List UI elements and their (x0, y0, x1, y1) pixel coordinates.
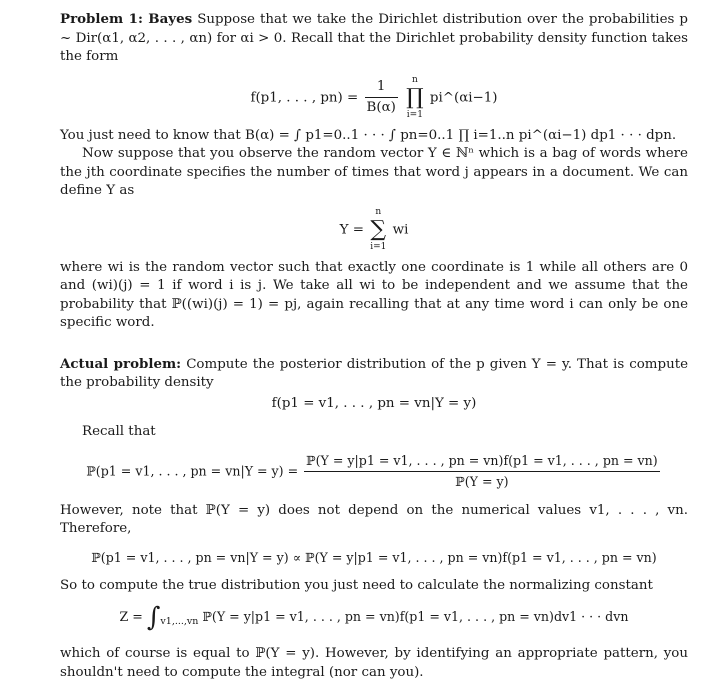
final-paragraph: which of course is equal to ℙ(Y = y). However, by identifying an appropriate pattern, you shouldn't need to compute the integral (nor can you). (60, 646, 688, 680)
y-sum-equation (60, 207, 688, 253)
sum-symbol: ∑ (370, 216, 387, 242)
z-integrand: ℙ(Y = y|p1 = v1, . . . , pn = vn)f(p1 = v1, . . . , pn = vn)dv1 · · · dvn (202, 608, 629, 624)
pdf-lhs: f(p1, . . . , pn) = (250, 90, 359, 105)
pdf-fraction (365, 78, 398, 118)
product-upper-limit: n (411, 74, 418, 85)
bayes-equation (60, 452, 688, 492)
so-text: So to compute the true distribution you just need to calculate the normalizing constant (60, 578, 653, 593)
sum-upper-limit: n (375, 206, 382, 217)
z-lhs: Z = (119, 608, 143, 624)
actual-problem-paragraph (60, 355, 688, 393)
pdf-numerator: 1 (365, 78, 398, 99)
dirichlet-pdf-equation (60, 75, 688, 121)
problem-heading: Problem 1: Bayes (60, 11, 193, 27)
posterior-density-equation: f(p1 = v1, . . . , pn = vn|Y = y) (271, 395, 477, 411)
sum-operator (370, 207, 386, 253)
actual-problem-text: Compute the posterior distribution of the p given Y = y. That is compute the probability density (60, 356, 688, 390)
bayes-denominator: ℙ(Y = y) (455, 474, 509, 489)
bag-of-words-paragraph: Now suppose that you observe the random vector Y ∈ ℕⁿ which is a bag of words where the jth coordinate specifies the number of times that word j appears in a document. We can define Y as (60, 146, 688, 198)
y-lhs: Y = (339, 222, 364, 237)
product-operator (406, 75, 424, 121)
problem-intro (60, 10, 688, 67)
bayes-numerator: ℙ(Y = y|p1 = v1, . . . , pn = vn)f(p1 = v1, . . . , pn = vn) (304, 452, 660, 473)
random-vector-paragraph: where wi is the random vector such that exactly one coordinate is 1 while all others are 0 and (wi)(j) = 1 if word i is j. We take all wi to be independent and we assume that the probability that ℙ((wi)(j) = 1) = pj, again recalling that at any time word i can only be one specific word. (60, 259, 688, 330)
document (60, 8, 688, 682)
pdf-term: pi^(αi−1) (429, 90, 498, 105)
bayes-fraction (304, 452, 660, 492)
integral-symbol: ∫ (146, 601, 161, 632)
normalizing-constant-equation (60, 601, 688, 632)
recall-text: Recall that (82, 424, 156, 439)
integral-limits: v1,...,vn (160, 615, 199, 627)
however-text: However, note that ℙ(Y = y) does not depend on the numerical values v1, . . . , vn. Therefore, (60, 502, 688, 536)
actual-problem-heading: Actual problem: (60, 355, 182, 372)
proportional-equation: ℙ(p1 = v1, . . . , pn = vn|Y = y) ∝ ℙ(Y = y|p1 = v1, . . . , pn = vn)f(p1 = v1, . . . , pn = vn) (91, 549, 657, 565)
bayes-lhs: ℙ(p1 = v1, . . . , pn = vn|Y = y) = (86, 463, 299, 478)
sum-lower-limit: i=1 (370, 241, 387, 252)
intro-line-1: Suppose that we take the Dirichlet distribution over the probabilities p ~ (60, 12, 688, 46)
intro-line-2: Dir(α1, α2, . . . , αn) for αi > 0. Recall that the Dirichlet probability density function takes the form (60, 30, 688, 64)
product-symbol: ∏ (406, 84, 424, 110)
y-term: wi (392, 222, 409, 237)
pdf-denominator: B(α) (366, 100, 396, 115)
normalizer-definition: You just need to know that B(α) = ∫ p1=0..1 · · · ∫ pn=0..1 ∏ i=1..n pi^(αi−1) dp1 · · · dpn. (60, 127, 677, 143)
product-lower-limit: i=1 (406, 109, 423, 120)
